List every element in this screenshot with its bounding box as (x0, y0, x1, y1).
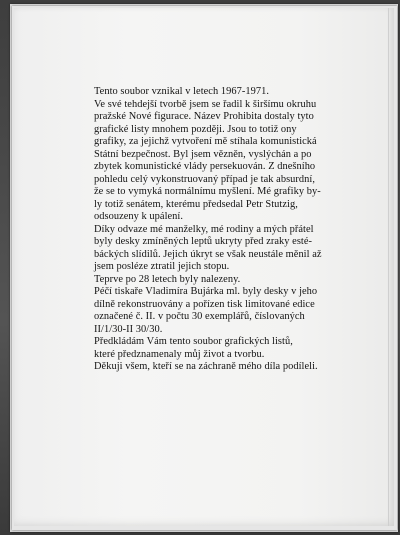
text-line: označené č. II. v počtu 30 exemplářů, číslovaných (94, 311, 305, 322)
text-line: které předznamenaly můj život a tvorbu. (94, 348, 265, 360)
text-line: pražské Nové figurace. Název Prohibita dostaly tyto (94, 111, 314, 122)
text-line: Péčí tiskaře Vladimíra Bujárka ml. byly desky v jeho (94, 286, 318, 297)
text-line: grafické listy mnohem později. Jsou to totiž ony (94, 123, 297, 135)
text-line: zbytek komunistické vlády persekuován. Z dnešního (94, 161, 316, 172)
text-line: Díky odvaze mé manželky, mé rodiny a mých přátel (94, 223, 314, 235)
text-line: Tento soubor vznikal v letech 1967-1971. (94, 86, 269, 97)
text-line: jsem posléze ztratil jejich stopu. (94, 261, 230, 272)
text-line: Předkládám Vám tento soubor grafických listů, (94, 336, 293, 347)
text-line: Teprve po 28 letech byly nalezeny. (94, 273, 241, 285)
text-line: byly desky zmíněných leptů ukryty před zraky esté- (94, 236, 313, 247)
text-line: grafiky, za jejichž vytvoření mě stíhala komunistická (94, 136, 317, 147)
text-line: báckých slídilů. Jejich úkryt se však neustále měnil až (94, 248, 322, 260)
text-line: Státní bezpečnost. Byl jsem vězněn, vyslýchán a po (94, 148, 312, 160)
text-line: Ve své tehdejší tvorbě jsem se řadil k širšímu okruhu (94, 98, 317, 110)
text-line: II/1/30-II 30/30. (94, 323, 163, 335)
text-line: Děkuji všem, kteří se na záchraně mého díla podíleli. (94, 361, 318, 372)
text-line: ly totiž senátem, kterému předsedal Petr Stutzig, (94, 198, 298, 210)
document-text (94, 86, 350, 374)
text-line: že se to vymyká normálnímu myšlení. Mé grafiky by- (94, 186, 321, 197)
paper-edge (388, 8, 389, 526)
text-line: dílně rekonstruovány a pořízen tisk limitované edice (94, 298, 315, 310)
text-line: odsouzeny k upálení. (94, 211, 184, 222)
text-line: pohledu celý vykonstruovaný případ je tak absurdní, (94, 173, 315, 185)
